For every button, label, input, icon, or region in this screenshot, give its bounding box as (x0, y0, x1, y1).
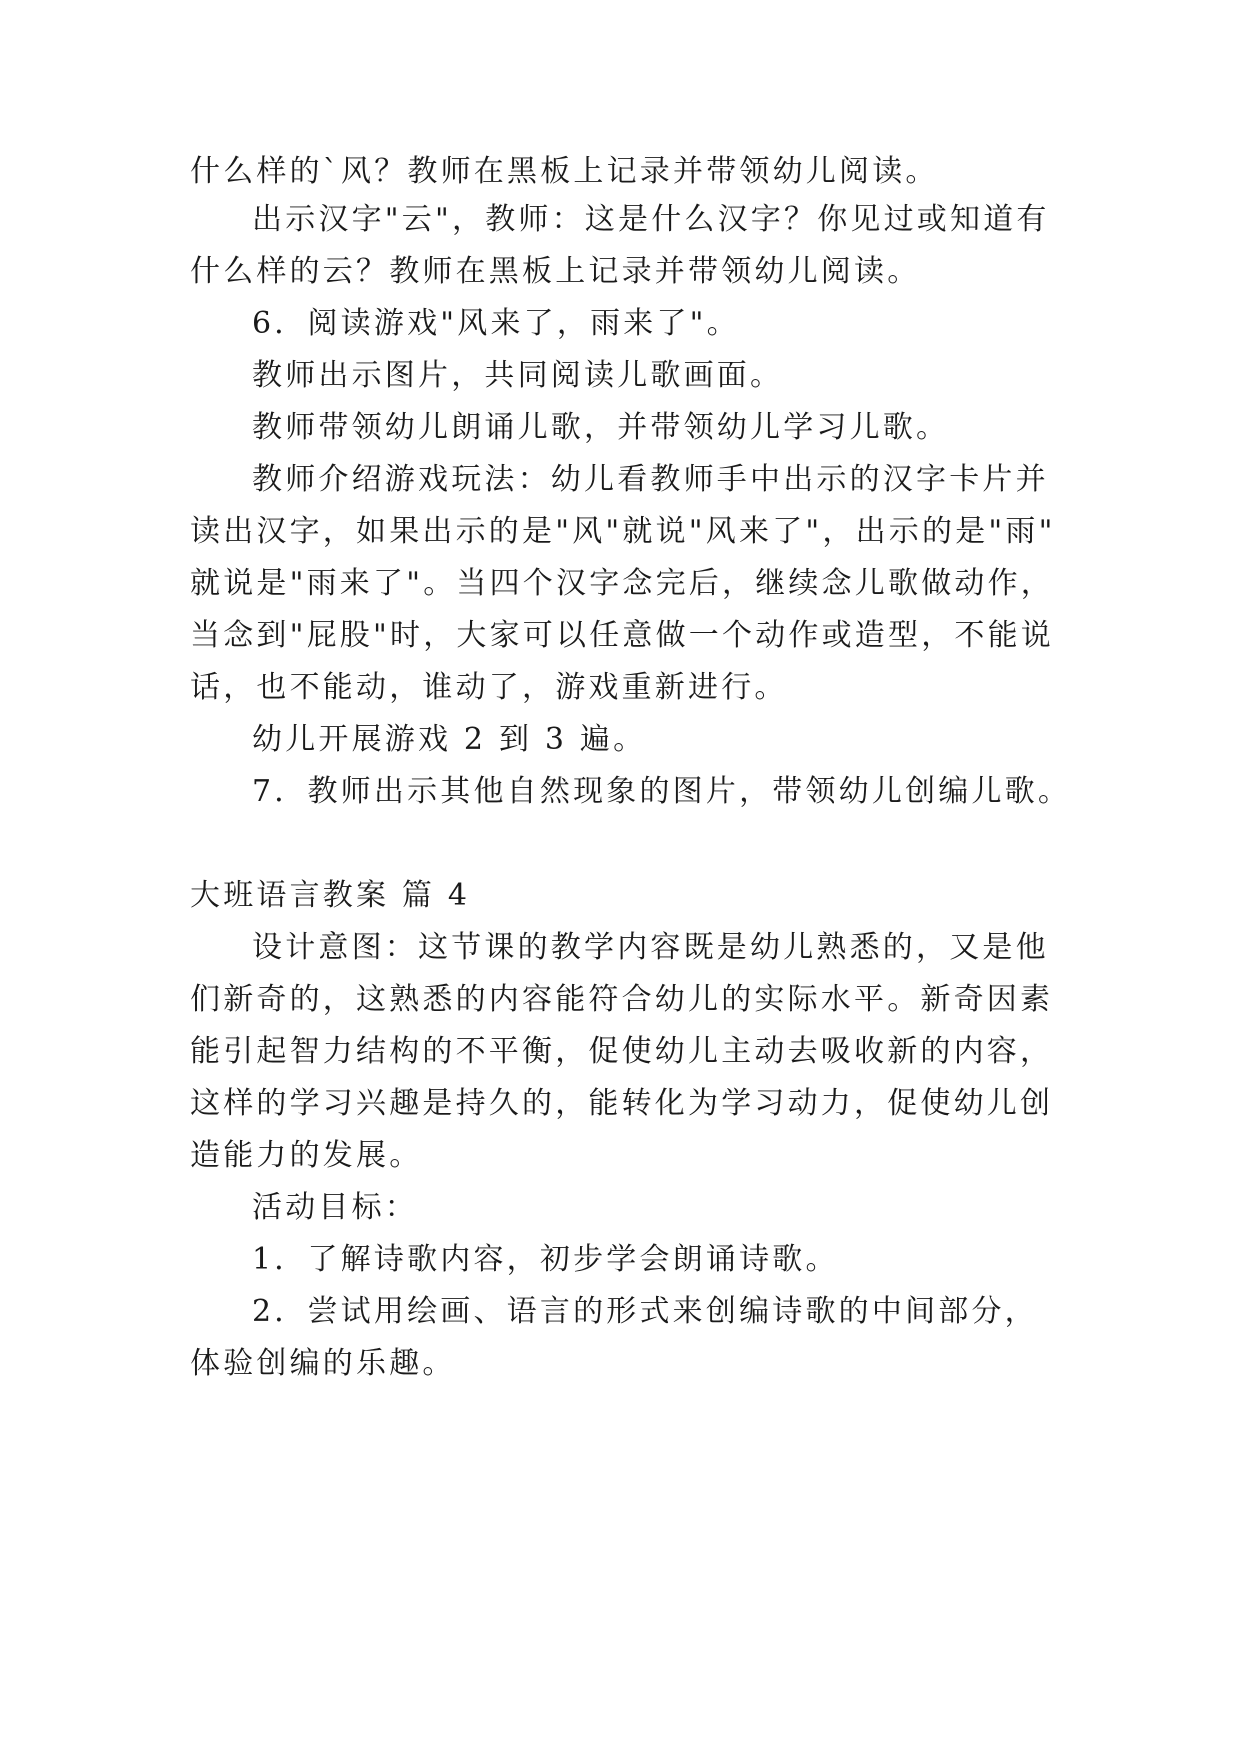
text-line: 2．尝试用绘画、语言的形式来创编诗歌的中间部分， (252, 1294, 1038, 1329)
text-line: 体验创编的乐趣。 (190, 1346, 456, 1381)
text-line: 教师带领幼儿朗诵儿歌，并带领幼儿学习儿歌。 (252, 410, 950, 445)
text-line: 们新奇的，这熟悉的内容能符合幼儿的实际水平。新奇因素 (190, 982, 1054, 1017)
text-line: 幼儿开展游戏 2 到 3 遍。 (252, 722, 647, 757)
text-line: 就说是"雨来了"。当四个汉字念完后，继续念儿歌做动作， (190, 566, 1054, 601)
text-line: 什么样的`风？教师在黑板上记录并带领幼儿阅读。 (190, 154, 939, 189)
text-line: 1．了解诗歌内容，初步学会朗诵诗歌。 (252, 1242, 839, 1277)
text-line: 这样的学习兴趣是持久的，能转化为学习动力，促使幼儿创 (190, 1086, 1054, 1121)
text-line: 读出汉字，如果出示的是"风"就说"风来了"，出示的是"雨" (190, 514, 1056, 549)
text-line: 6．阅读游戏"风来了，雨来了"。 (252, 306, 740, 341)
text-line: 设计意图：这节课的教学内容既是幼儿熟悉的，又是他 (252, 930, 1049, 965)
text-line: 教师出示图片，共同阅读儿歌画面。 (252, 358, 784, 393)
text-line: 当念到"屁股"时，大家可以任意做一个动作或造型，不能说 (190, 618, 1054, 653)
section-heading: 大班语言教案 篇 4 (190, 878, 471, 913)
text-line: 造能力的发展。 (190, 1138, 423, 1173)
text-line: 教师介绍游戏玩法：幼儿看教师手中出示的汉字卡片并 (252, 462, 1049, 497)
text-line: 出示汉字"云"，教师：这是什么汉字？你见过或知道有 (252, 202, 1050, 237)
text-line: 能引起智力结构的不平衡，促使幼儿主动去吸收新的内容， (190, 1034, 1054, 1069)
text-line: 话，也不能动，谁动了，游戏重新进行。 (190, 670, 788, 705)
text-line: 7．教师出示其他自然现象的图片，带领幼儿创编儿歌。 (252, 774, 1072, 809)
text-line: 什么样的云？教师在黑板上记录并带领幼儿阅读。 (190, 254, 921, 289)
text-line: 活动目标： (252, 1190, 418, 1225)
